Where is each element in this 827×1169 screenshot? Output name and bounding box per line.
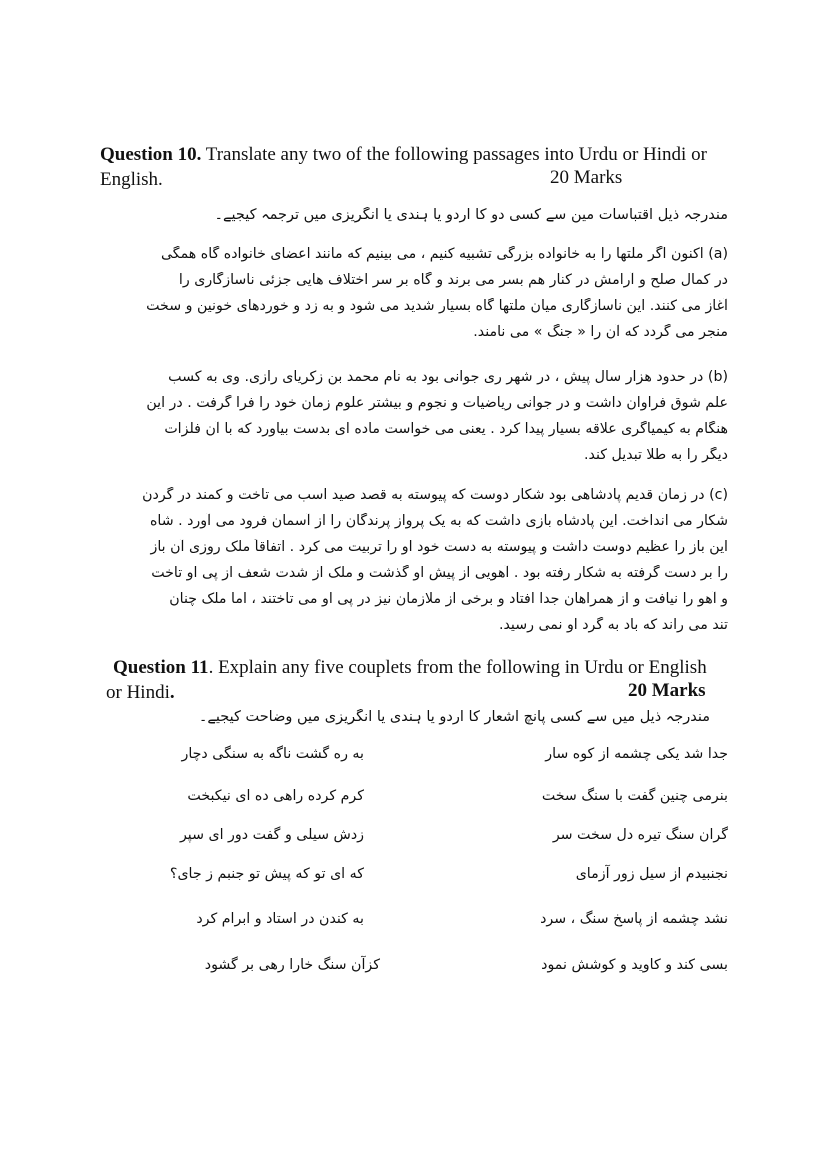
couplet-first-hemistich: نجنبیدم از سیل زور آزمای bbox=[575, 866, 728, 882]
passage-line: را بر دست گرفته به شکار رفته بود . آهویی از پیش او گذشت و ملک از شدت شعف از پی او تاخت bbox=[151, 565, 728, 581]
question-11-number: Question 11 bbox=[113, 657, 209, 678]
couplet-first-hemistich: جدا شد یکی چشمه از کوه سار bbox=[545, 746, 728, 762]
question-10-text-cont: English. bbox=[100, 169, 163, 190]
passage-line: آغاز می کنند. این ناسازگاری میان ملتها گاه بسیار شدید می شود و به زد و خوردهای خونین و سخت bbox=[146, 298, 728, 314]
passage-line: علم شوق فراوان داشت و در جوانی ریاضیات و نجوم و بیشتر علوم زمان خود را فرا گرفت . در این bbox=[146, 395, 728, 411]
passage-line: (b) در حدود هزار سال پیش ، در شهر ری جوانی بود به نام محمد بن زکریای رازی. وی به کسب bbox=[168, 369, 728, 385]
couplet-first-hemistich: گران سنگ تیره دل سخت سر bbox=[552, 827, 728, 843]
passage-line: (a) اکنون اگر ملتها را به خانواده بزرگی تشبیه کنیم ، می بینیم که مانند اعضای خانواده گاه همگی bbox=[160, 246, 728, 262]
couplet-second-hemistich: کزآن سنگ خارا رهی بر گشود bbox=[204, 957, 380, 973]
passage-line: دیگر را به طلا تبدیل کند. bbox=[584, 447, 728, 463]
question-10-number: Question 10. bbox=[100, 144, 202, 165]
couplet-first-hemistich: بسی کند و کاوید و کوشش نمود bbox=[541, 957, 728, 973]
couplet-second-hemistich: به کندن در استاد و ابرام کرد bbox=[196, 911, 364, 927]
couplet-first-hemistich: نشد چشمه از پاسخ سنگ ، سرد bbox=[540, 911, 728, 927]
question-10-text: Translate any two of the following passages into Urdu or Hindi or bbox=[201, 144, 707, 165]
question-11-text-cont: or Hindi bbox=[106, 682, 170, 703]
passage-line: هنگام به کیمیاگری علاقه بسیار پیدا کرد . یعنی می خواست ماده ای بدست بیاورد که با آن فلزات bbox=[164, 421, 728, 437]
couplet-second-hemistich: که ای تو که پیش تو جنبم ز جای؟ bbox=[169, 866, 364, 882]
passage-line: منجر می گردد که آن را « جنگ » می نامند. bbox=[473, 324, 728, 340]
question-11-text: . Explain any five couplets from the following in Urdu or English bbox=[208, 657, 707, 678]
passage-line: این باز را عظیم دوست داشت و پیوسته به دست خود او را تربیت می کرد . اتفاقاً ملک روزی آن باز bbox=[150, 539, 728, 555]
question-11-instruction: مندرجہ ذیل میں سے کسی پانچ اشعار کا اردو یا ہندی یا انگریزی میں وضاحت کیجیے۔ bbox=[198, 709, 710, 725]
couplet-second-hemistich: کرم کرده راهی ده ای نیکبخت bbox=[187, 788, 364, 804]
question-11-marks: 20 Marks bbox=[628, 680, 706, 701]
passage-line: شکار می انداخت. این پادشاه بازی داشت که به یک پرواز پرندگان را از آسمان فرود می آورد . شاه bbox=[149, 513, 728, 529]
question-10-instruction: مندرجہ ذیل اقتباسات مین سے کسی دو کا اردو یا ہندی یا انگریزی میں ترجمہ کیجیے۔ bbox=[214, 207, 728, 223]
passage-line: در کمال صلح و آرامش در کنار هم بسر می برند و گاه بر سر اختلاف هایی جزئی ناسازگاری را bbox=[178, 272, 728, 288]
passage-line: و آهو را نیافت و از همراهان جدا افتاد و برخی از ملازمان نیز در پی او می تاختند ، اما ملک چنان bbox=[169, 591, 728, 607]
question-10-heading bbox=[100, 142, 728, 192]
couplet-second-hemistich: به ره گشت ناگه به سنگی دچار bbox=[181, 746, 364, 762]
passage-line: (c) در زمان قدیم پادشاهی بود شکار دوست که پیوسته به قصد صید اسب می تاخت و کمند در گردن bbox=[142, 487, 728, 503]
couplet-second-hemistich: زدش سیلی و گفت دور ای سپر bbox=[179, 827, 364, 843]
couplet-first-hemistich: بنرمی چنین گفت با سنگ سخت bbox=[541, 788, 728, 804]
passage-line: تند می راند که باد به گرد او نمی رسید. bbox=[498, 617, 728, 633]
question-11-text-end: . bbox=[169, 682, 175, 703]
question-10-marks: 20 Marks bbox=[550, 167, 623, 188]
